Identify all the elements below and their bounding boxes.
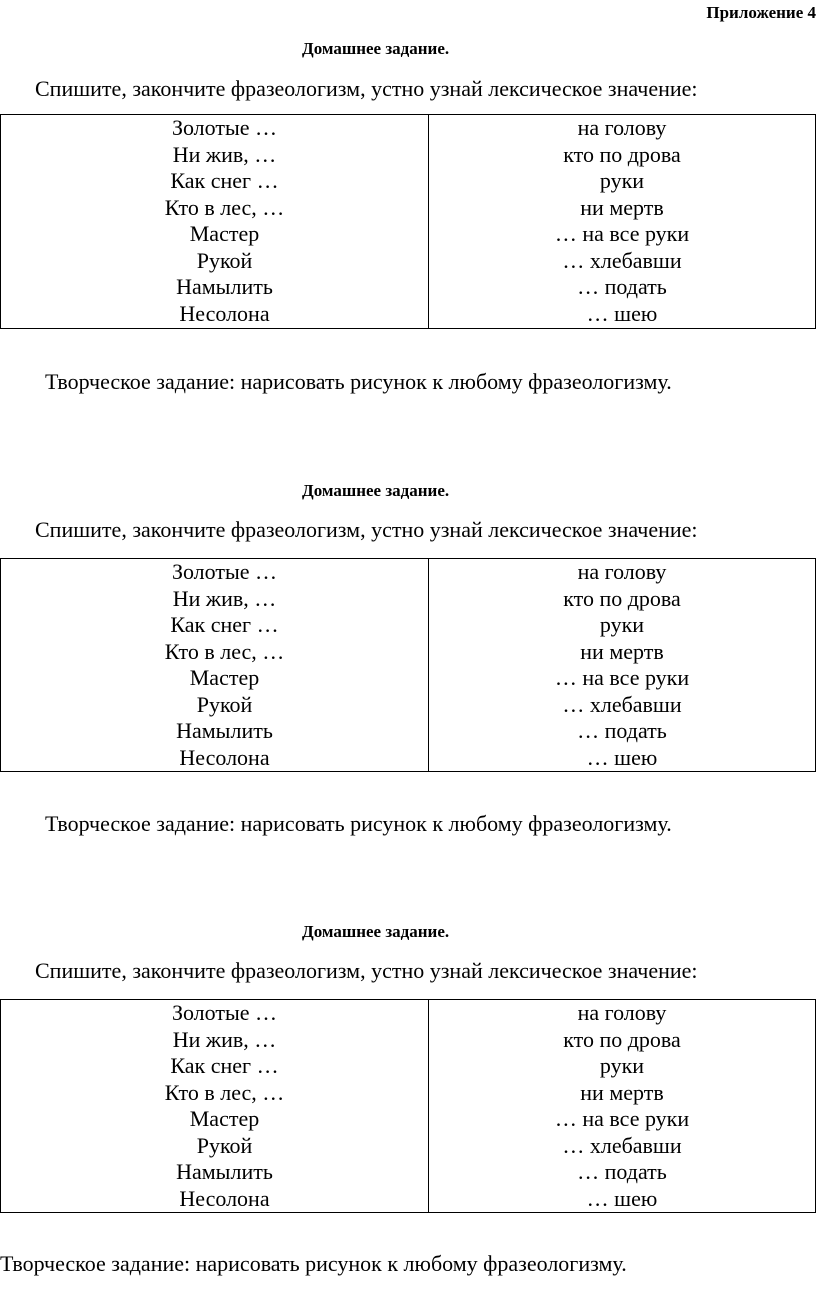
list-item: руки: [599, 168, 645, 193]
list-item: … хлебавши: [562, 1132, 682, 1158]
list-item: … шею: [586, 300, 658, 326]
creative-task-text: Творческое задание: нарисовать рисунок к любому фразеологизму.: [45, 369, 672, 394]
list-item: Как снег …: [170, 168, 279, 193]
phrase-starts-column: [1, 1000, 429, 1213]
phrase-endings-column: [429, 115, 816, 329]
list-item: Мастер: [189, 221, 260, 246]
phraseology-table: [0, 999, 816, 1213]
phrase-starts-column: [1, 115, 429, 329]
list-item: Кто в лес, …: [164, 194, 285, 220]
list-item: ни мертв: [580, 194, 664, 220]
list-item: Рукой: [196, 691, 253, 717]
instruction-text: Спишите, закончите фразеологизм, устно узнай лексическое значение:: [35, 958, 698, 983]
list-item: … на все руки: [554, 221, 690, 246]
list-item: Золотые …: [171, 1000, 278, 1025]
list-item: … подать: [577, 718, 667, 743]
list-item: Как снег …: [170, 1053, 279, 1078]
list-item: Мастер: [189, 1106, 260, 1131]
list-item: Рукой: [196, 247, 253, 273]
list-item: на голову: [577, 559, 667, 584]
list-item: … шею: [586, 1185, 658, 1211]
list-item: Мастер: [189, 665, 260, 690]
list-item: Кто в лес, …: [164, 1079, 285, 1105]
list-item: … подать: [577, 274, 667, 299]
list-item: … хлебавши: [562, 691, 682, 717]
list-item: … на все руки: [554, 665, 690, 690]
list-item: руки: [599, 1053, 645, 1078]
list-item: Несолона: [179, 744, 270, 770]
phraseology-table: [0, 558, 816, 772]
phrase-endings-column: [429, 559, 816, 772]
list-item: кто по дрова: [563, 1026, 681, 1052]
list-item: Ни жив, …: [172, 141, 277, 167]
list-item: Золотые …: [171, 559, 278, 584]
homework-title: Домашнее задание.: [302, 39, 450, 58]
list-item: … шею: [586, 744, 658, 770]
list-item: Намылить: [176, 274, 273, 299]
phraseology-table: [0, 114, 816, 329]
list-item: Несолона: [179, 1185, 270, 1211]
list-item: Ни жив, …: [172, 585, 277, 611]
list-item: ни мертв: [580, 1079, 664, 1105]
phrase-endings-column: [429, 1000, 816, 1213]
list-item: Намылить: [176, 718, 273, 743]
list-item: Как снег …: [170, 612, 279, 637]
list-item: кто по дрова: [563, 141, 681, 167]
list-item: руки: [599, 612, 645, 637]
list-item: на голову: [577, 115, 667, 140]
instruction-text: Спишите, закончите фразеологизм, устно узнай лексическое значение:: [35, 76, 698, 101]
phrase-starts-column: [1, 559, 429, 772]
list-item: Несолона: [179, 300, 270, 326]
list-item: кто по дрова: [563, 585, 681, 611]
instruction-text: Спишите, закончите фразеологизм, устно узнай лексическое значение:: [35, 517, 698, 542]
homework-title: Домашнее задание.: [302, 481, 450, 500]
creative-task-text: Творческое задание: нарисовать рисунок к любому фразеологизму.: [0, 1251, 627, 1276]
list-item: Кто в лес, …: [164, 638, 285, 664]
list-item: Ни жив, …: [172, 1026, 277, 1052]
list-item: Намылить: [176, 1159, 273, 1184]
appendix-label: Приложение 4: [706, 3, 816, 22]
list-item: Золотые …: [171, 115, 278, 140]
list-item: … на все руки: [554, 1106, 690, 1131]
list-item: на голову: [577, 1000, 667, 1025]
list-item: … подать: [577, 1159, 667, 1184]
list-item: … хлебавши: [562, 247, 682, 273]
list-item: ни мертв: [580, 638, 664, 664]
list-item: Рукой: [196, 1132, 253, 1158]
homework-title: Домашнее задание.: [302, 922, 450, 941]
creative-task-text: Творческое задание: нарисовать рисунок к любому фразеологизму.: [45, 811, 672, 836]
